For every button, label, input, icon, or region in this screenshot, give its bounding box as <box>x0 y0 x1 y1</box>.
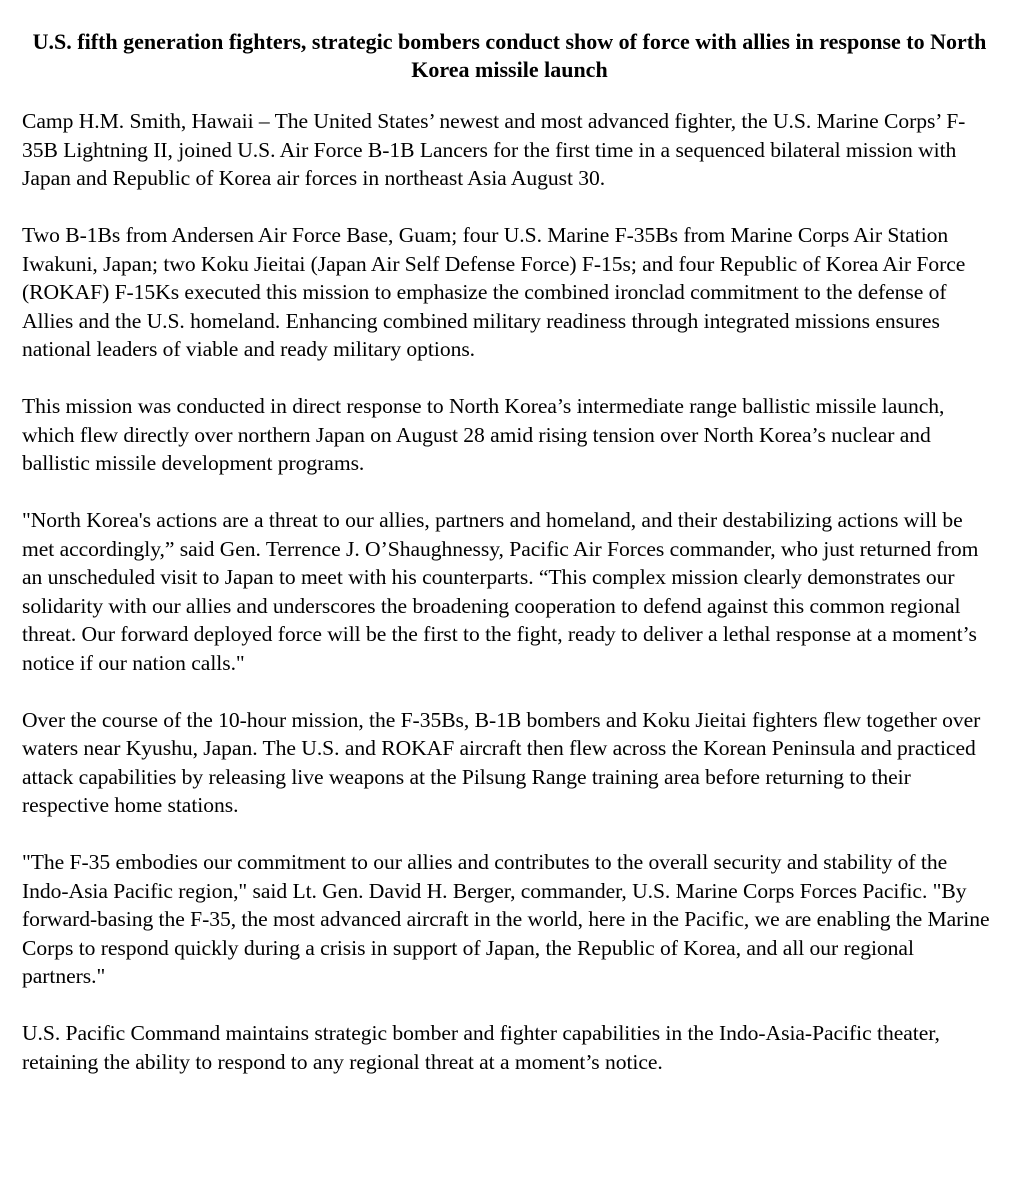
paragraph-mission-context: This mission was conducted in direct response to North Korea’s intermediate range ballistic missile launch, which flew directly over northern Japan on August 28 amid rising tension over North Korea’s nuclear and ballistic missile development programs. <box>22 394 945 475</box>
paragraph-participating-aircraft: Two B-1Bs from Andersen Air Force Base, Guam; four U.S. Marine F-35Bs from Marine Corps Air Station Iwakuni, Japan; two Koku Jieitai (Japan Air Self Defense Force) F-15s; and four Republic of Korea Air Force (ROKAF) F-15Ks executed this mission to emphasize the combined ironclad commitment to the defense of Allies and the U.S. homeland. Enhancing combined military readiness through integrated missions ensures national leaders of viable and ready military options. <box>22 223 966 361</box>
paragraph-mission-details: Over the course of the 10-hour mission, the F-35Bs, B-1B bombers and Koku Jieitai fighters flew together over waters near Kyushu, Japan. The U.S. and ROKAF aircraft then flew across the Korean Peninsula and practiced attack capabilities by releasing live weapons at the Pilsung Range training area before returning to their respective home stations. <box>22 707 981 817</box>
headline: U.S. fifth generation fighters, strategic bombers conduct show of force with allies in response to North Korea missile launch <box>32 29 987 82</box>
paragraph-pacom-closing: U.S. Pacific Command maintains strategic bomber and fighter capabilities in the Indo-Asia-Pacific theater, retaining the ability to respond to any regional threat at a moment’s notice. <box>22 1021 940 1074</box>
paragraph-marforpac-quote: "The F-35 embodies our commitment to our allies and contributes to the overall security and stability of the Indo-Asia Pacific region," said Lt. Gen. David H. Berger, commander, U.S. Marine Corps Forces Pacific. "By forward-basing the F-35, the most advanced aircraft in the world, here in the Pacific, we are enabling the Marine Corps to respond quickly during a crisis in support of Japan, the Republic of Korea, and all our regional partners." <box>22 850 990 988</box>
paragraph-dateline-intro: Camp H.M. Smith, Hawaii – The United States’ newest and most advanced fighter, the U.S. Marine Corps’ F-35B Lightning II, joined U.S. Air Force B-1B Lancers for the first time in a sequenced bilateral mission with Japan and Republic of Korea air forces in northeast Asia August 30. <box>22 109 966 190</box>
press-release <box>22 28 997 1105</box>
paragraph-pacaf-quote: "North Korea's actions are a threat to our allies, partners and homeland, and their destabilizing actions will be met accordingly,” said Gen. Terrence J. O’Shaughnessy, Pacific Air Forces commander, who just returned from an unscheduled visit to Japan to meet with his counterparts. “This complex mission clearly demonstrates our solidarity with our allies and underscores the broadening cooperation to defend against this common regional threat. Our forward deployed force will be the first to the fight, ready to deliver a lethal response at a moment’s notice if our nation calls." <box>22 508 979 675</box>
